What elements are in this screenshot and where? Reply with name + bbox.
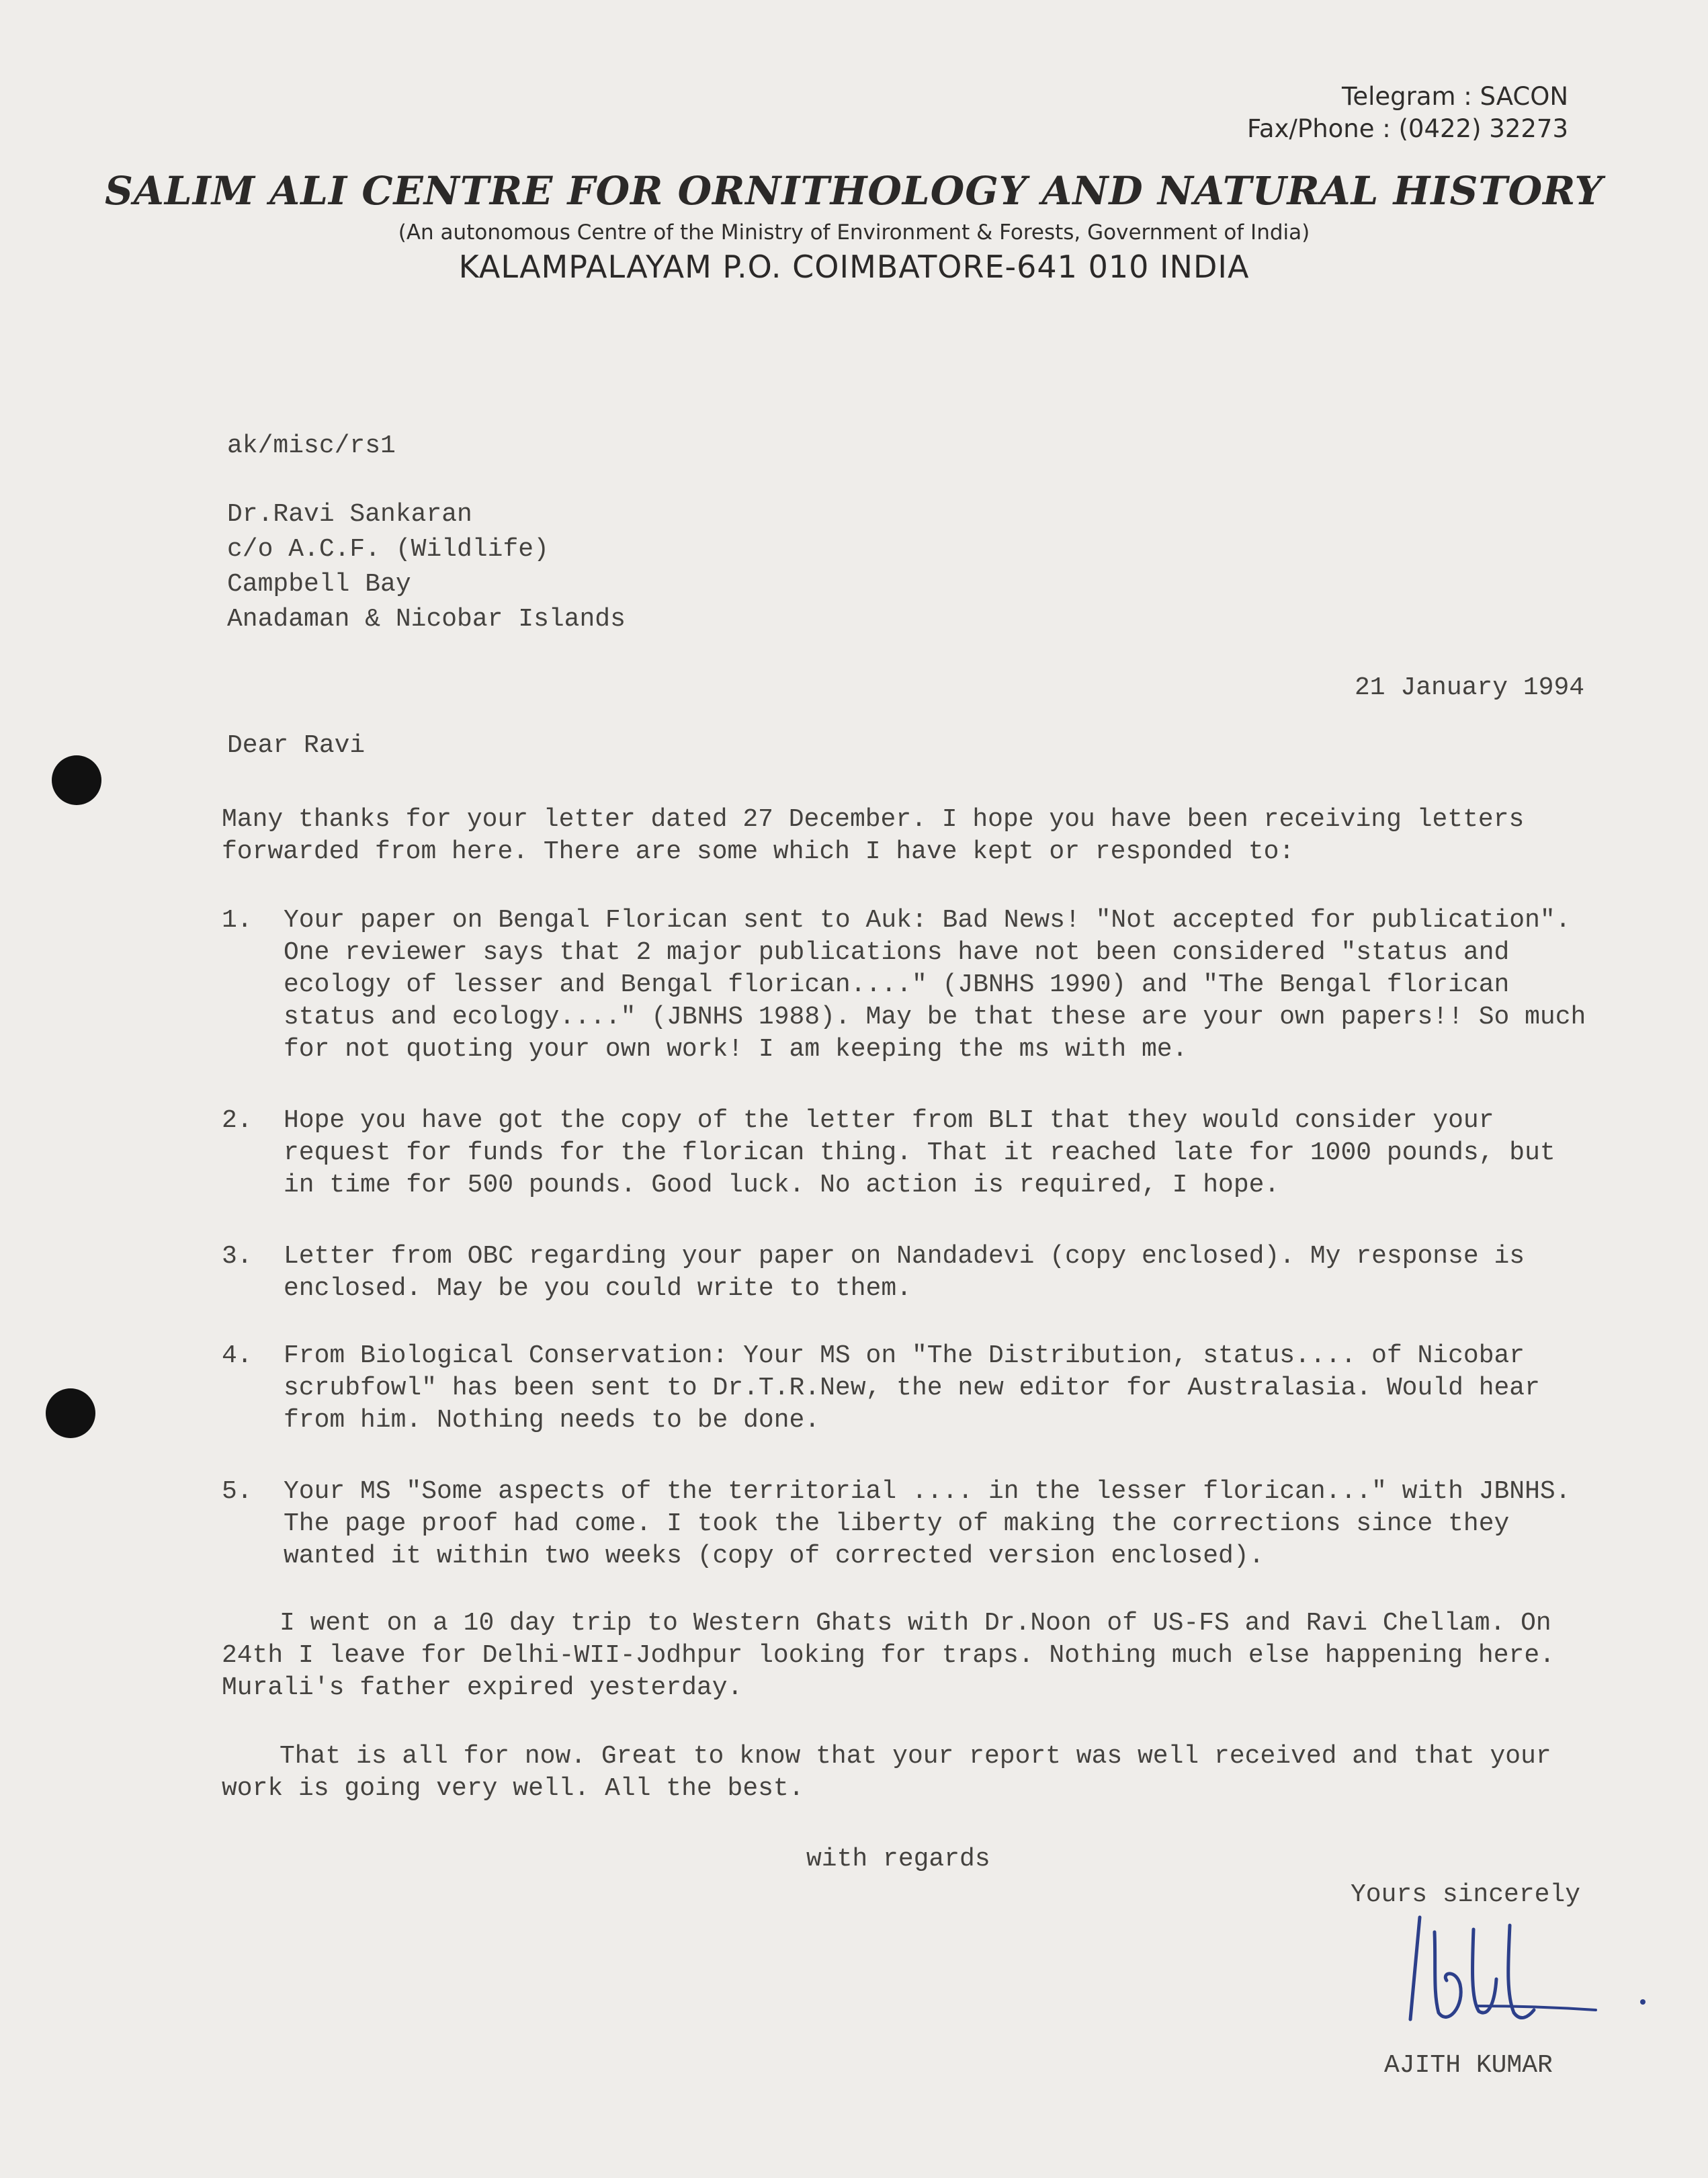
letter-date: 21 January 1994 [1355,673,1585,702]
intro-paragraph: Many thanks for your letter dated 27 December. I hope you have been receiving letters forwarded from here. There are some which I have kept or responded to: [222,805,1525,866]
item-text: Hope you have got the copy of the letter from BLI that they would consider your request for funds for the florican thing. That it reached late for 1000 pounds, but in time for 500 pounds. Good luck. No action is required, I hope. [284,1106,1555,1200]
recipient-line: Dr.Ravi Sankaran [227,500,472,529]
item-number: 2. [222,1106,253,1135]
fax-phone-line: Fax/Phone : (0422) 32273 [1246,114,1568,143]
list-item [222,905,1606,1073]
item-text: Letter from OBC regarding your paper on Nandadevi (copy enclosed). My response is enclosed. May be you could write to them. [284,1242,1525,1303]
recipient-line: Anadaman & Nicobar Islands [227,605,626,634]
with-regards: with regards [806,1845,990,1874]
organization-subtitle: (An autonomous Centre of the Ministry of Environment & Forests, Government of India) [398,220,1310,245]
trip-paragraph: I went on a 10 day trip to Western Ghats with Dr.Noon of US-FS and Ravi Chellam. On 24th I leave for Delhi-WII-Jodhpur looking for traps. Nothing much else happening here. Murali's father expired yesterday. [222,1609,1555,1702]
ink-dot [1640,1999,1646,2005]
organization-name: SALIM ALI CENTRE FOR ORNITHOLOGY AND NATURAL HISTORY [105,168,1603,214]
recipient-address [227,497,626,637]
list-item [222,1476,1606,1577]
signature-stroke [1476,2006,1596,2010]
signature [1401,1905,1603,2053]
recipient-line: Campbell Bay [227,570,411,599]
recipient-line: c/o A.C.F. (Wildlife) [227,535,549,564]
signature-stroke [1508,1925,1534,2018]
salutation: Dear Ravi [227,731,366,760]
signatory-name: AJITH KUMAR [1384,2051,1553,2080]
list-item [222,1241,1606,1308]
item-number: 1. [222,906,253,935]
yours-sincerely: Yours sincerely [1351,1880,1581,1909]
telegram-line: Telegram : SACON [1342,82,1568,111]
watermark-left: ​ [13,175,27,293]
signature-stroke [1435,1932,1461,2017]
closing-paragraph: That is all for now. Great to know that your report was well received and that your work is going very well. All the best. [222,1742,1551,1803]
punch-hole-top [52,755,101,805]
signature-stroke [1410,1917,1420,2019]
reference-number: ak/misc/rs1 [227,431,396,460]
item-number: 5. [222,1477,253,1506]
organization-address: KALAMPALAYAM P.O. COIMBATORE-641 010 INDIA [458,249,1250,285]
signature-stroke [1472,1929,1496,2013]
item-text: From Biological Conservation: Your MS on "The Distribution, status.... of Nicobar scrubfowl" has been sent to Dr.T.R.New, the new editor for Australasia. Would hear from him. Nothing needs to be done. [284,1341,1540,1435]
item-number: 4. [222,1341,253,1370]
list-item [222,1340,1606,1441]
item-text: Your paper on Bengal Florican sent to Auk: Bad News! "Not accepted for publication". One reviewer says that 2 major publications have not been considered "status and ecology of lesser and Bengal florican...." (JBNHS 1990) and "The Bengal florican status and ecology...." (JBNHS 1988). May be that these are your own papers!! So much for not quoting your own work! I am keeping the ms with me. [284,906,1586,1064]
punch-hole-bottom [46,1388,95,1438]
list-item [222,1105,1606,1206]
item-number: 3. [222,1242,253,1271]
item-text: Your MS "Some aspects of the territorial .... in the lesser florican..." with JBNHS. The page proof had come. I took the liberty of making the corrections since they wanted it within two weeks (copy of corrected version enclosed). [284,1477,1571,1570]
